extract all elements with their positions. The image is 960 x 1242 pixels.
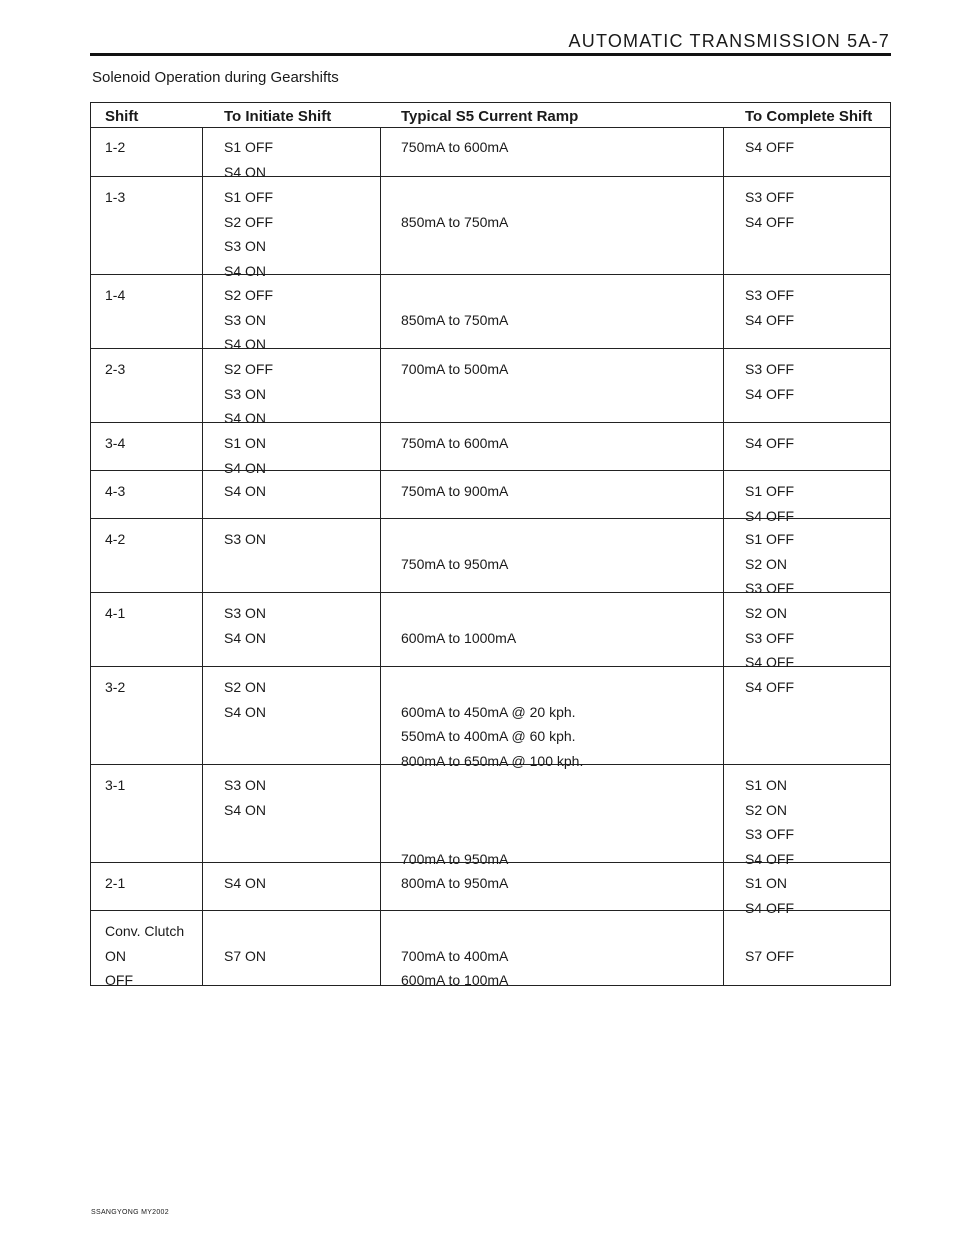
- cell-line: S4 ON: [224, 410, 267, 426]
- cell-line: S4 ON: [224, 629, 267, 646]
- cell-line: 1-2: [105, 139, 126, 155]
- cell-shift: [105, 773, 125, 798]
- cell-line: S3 OFF: [745, 189, 795, 205]
- table-header: [91, 103, 890, 128]
- cell-ramp: [401, 773, 508, 871]
- cell-line: S4 ON: [224, 875, 267, 891]
- cell-ramp: [401, 871, 508, 896]
- cell-line: S4 OFF: [745, 435, 795, 451]
- header-initiate: To Initiate Shift: [224, 108, 332, 125]
- cell-line: [401, 822, 508, 847]
- cell-line: [745, 919, 794, 944]
- cell-line: S4 ON: [224, 336, 267, 352]
- cell-line: 700mA to 950mA: [401, 850, 509, 867]
- cell-line: [401, 527, 508, 552]
- cell-line: 4-3: [105, 483, 126, 499]
- cell-line: S4 OFF: [745, 139, 795, 155]
- cell-initiate: [224, 675, 266, 724]
- cell-line: S3 ON: [224, 605, 267, 621]
- footer-text: SSANGYONG MY2002: [91, 1209, 169, 1216]
- cell-line: S3 ON: [224, 385, 267, 402]
- cell-ramp: [401, 527, 508, 576]
- cell-shift: [105, 479, 125, 504]
- cell-shift: [105, 357, 125, 382]
- cell-line: 850mA to 750mA: [401, 213, 509, 230]
- cell-line: 550mA to 400mA @ 60 kph.: [401, 728, 576, 744]
- cell-shift: [105, 919, 184, 993]
- cell-line: [401, 798, 508, 823]
- cell-initiate: [224, 871, 266, 896]
- cell-ramp: [401, 357, 508, 382]
- page-header-title: AUTOMATIC TRANSMISSION 5A-7: [568, 31, 890, 51]
- cell-line: 600mA to 100mA: [401, 972, 509, 988]
- cell-line: S2 OFF: [224, 213, 274, 230]
- cell-line: S7 ON: [224, 947, 267, 964]
- cell-line: 800mA to 650mA @ 100 kph.: [401, 752, 584, 769]
- cell-line: [401, 283, 508, 308]
- cell-line: S2 ON: [745, 555, 788, 572]
- cell-line: [401, 601, 516, 626]
- cell-line: 1-4: [105, 287, 126, 303]
- cell-complete: [745, 431, 794, 456]
- table-row: [91, 349, 890, 426]
- cell-line: S3 ON: [224, 531, 267, 547]
- cell-initiate: [224, 773, 266, 822]
- cell-complete: [745, 283, 794, 332]
- cell-line: S1 ON: [745, 777, 788, 793]
- header-complete: To Complete Shift: [745, 108, 873, 125]
- cell-line: S4 OFF: [745, 385, 795, 402]
- table-row: [91, 593, 890, 670]
- cell-line: 600mA to 450mA @ 20 kph.: [401, 703, 576, 720]
- cell-line: S3 OFF: [745, 580, 795, 596]
- cell-initiate: [224, 357, 273, 431]
- cell-line: S4 ON: [224, 801, 267, 818]
- cell-initiate: [224, 185, 273, 283]
- table-row: [91, 423, 890, 476]
- cell-line: 4-2: [105, 531, 126, 547]
- cell-line: 3-4: [105, 435, 126, 451]
- table-row: [91, 127, 890, 180]
- cell-shift: [105, 601, 125, 626]
- cell-line: 750mA to 600mA: [401, 139, 509, 155]
- cell-ramp: [401, 919, 508, 993]
- header-ramp: Typical S5 Current Ramp: [401, 108, 579, 125]
- cell-shift: [105, 431, 125, 456]
- cell-line: S3 ON: [224, 238, 267, 254]
- cell-line: 750mA to 600mA: [401, 435, 509, 451]
- cell-line: S4 OFF: [745, 654, 795, 670]
- cell-complete: [745, 601, 794, 675]
- cell-line: 3-1: [105, 777, 126, 793]
- cell-line: 700mA to 500mA: [401, 361, 509, 377]
- table-row: [91, 471, 890, 524]
- cell-line: S1 ON: [224, 435, 267, 451]
- cell-line: [401, 185, 508, 210]
- cell-line: S4 OFF: [745, 679, 795, 695]
- solenoid-table: [90, 102, 891, 986]
- cell-line: S1 OFF: [224, 189, 274, 205]
- cell-line: S4 OFF: [745, 213, 795, 230]
- cell-line: S3 ON: [224, 777, 267, 793]
- cell-complete: [745, 773, 794, 871]
- cell-line: S2 OFF: [224, 361, 274, 377]
- cell-initiate: [224, 919, 266, 968]
- cell-line: ON: [105, 947, 126, 964]
- cell-line: [401, 773, 508, 798]
- section-title: Solenoid Operation during Gearshifts: [92, 69, 339, 86]
- cell-line: S3 OFF: [745, 629, 795, 646]
- cell-line: S4 ON: [224, 483, 267, 499]
- table-row: [91, 519, 890, 596]
- table-row: [91, 177, 890, 279]
- cell-line: S2 ON: [745, 605, 788, 621]
- cell-complete: [745, 135, 794, 160]
- cell-line: [401, 919, 508, 944]
- cell-initiate: [224, 527, 266, 552]
- cell-line: S4 ON: [224, 459, 267, 476]
- cell-line: 1-3: [105, 189, 126, 205]
- cell-line: OFF: [105, 972, 133, 988]
- cell-line: S4 ON: [224, 163, 267, 180]
- cell-shift: [105, 871, 125, 896]
- cell-line: S4 OFF: [745, 899, 795, 916]
- cell-line: [401, 675, 583, 700]
- cell-line: 700mA to 400mA: [401, 947, 509, 964]
- cell-line: S1 ON: [745, 875, 788, 891]
- cell-complete: [745, 357, 794, 406]
- cell-complete: [745, 527, 794, 601]
- cell-line: 2-1: [105, 875, 126, 891]
- cell-line: 3-2: [105, 679, 126, 695]
- cell-shift: [105, 675, 125, 700]
- cell-line: S4 OFF: [745, 850, 795, 867]
- cell-line: 600mA to 1000mA: [401, 629, 517, 646]
- cell-ramp: [401, 283, 508, 332]
- cell-complete: [745, 919, 794, 968]
- cell-shift: [105, 135, 125, 160]
- cell-line: S4 ON: [224, 703, 267, 720]
- cell-ramp: [401, 185, 508, 234]
- cell-initiate: [224, 479, 266, 504]
- table-row: [91, 765, 890, 867]
- cell-line: 750mA to 900mA: [401, 483, 509, 499]
- cell-line: [224, 919, 266, 944]
- cell-line: S3 ON: [224, 311, 267, 328]
- cell-line: S2 OFF: [224, 287, 274, 303]
- cell-complete: [745, 675, 794, 700]
- cell-ramp: [401, 135, 508, 160]
- cell-line: S3 OFF: [745, 826, 795, 842]
- cell-complete: [745, 185, 794, 234]
- cell-line: 800mA to 950mA: [401, 875, 509, 891]
- cell-line: S7 OFF: [745, 947, 795, 964]
- cell-line: S1 OFF: [745, 483, 795, 499]
- cell-ramp: [401, 601, 516, 650]
- cell-line: S4 OFF: [745, 311, 795, 328]
- table-row: [91, 275, 890, 352]
- header-shift: Shift: [105, 108, 139, 125]
- cell-line: S1 OFF: [745, 531, 795, 547]
- table-row: [91, 911, 890, 987]
- cell-line: 750mA to 950mA: [401, 555, 509, 572]
- cell-ramp: [401, 479, 508, 504]
- cell-ramp: [401, 431, 508, 456]
- table-row: [91, 667, 890, 769]
- cell-line: S3 OFF: [745, 361, 795, 377]
- cell-line: 2-3: [105, 361, 126, 377]
- cell-line: S4 OFF: [745, 507, 795, 524]
- header-rule: [90, 53, 891, 56]
- cell-ramp: [401, 675, 583, 773]
- cell-line: 4-1: [105, 605, 126, 621]
- cell-line: Conv. Clutch: [105, 923, 185, 939]
- cell-line: S2 ON: [745, 801, 788, 818]
- cell-line: S1 OFF: [224, 139, 274, 155]
- cell-shift: [105, 185, 125, 210]
- cell-shift: [105, 527, 125, 552]
- cell-line: S4 ON: [224, 262, 267, 279]
- table-row: [91, 863, 890, 916]
- cell-line: S2 ON: [224, 679, 267, 695]
- cell-initiate: [224, 601, 266, 650]
- cell-initiate: [224, 283, 273, 357]
- cell-shift: [105, 283, 125, 308]
- cell-line: 850mA to 750mA: [401, 311, 509, 328]
- cell-line: S3 OFF: [745, 287, 795, 303]
